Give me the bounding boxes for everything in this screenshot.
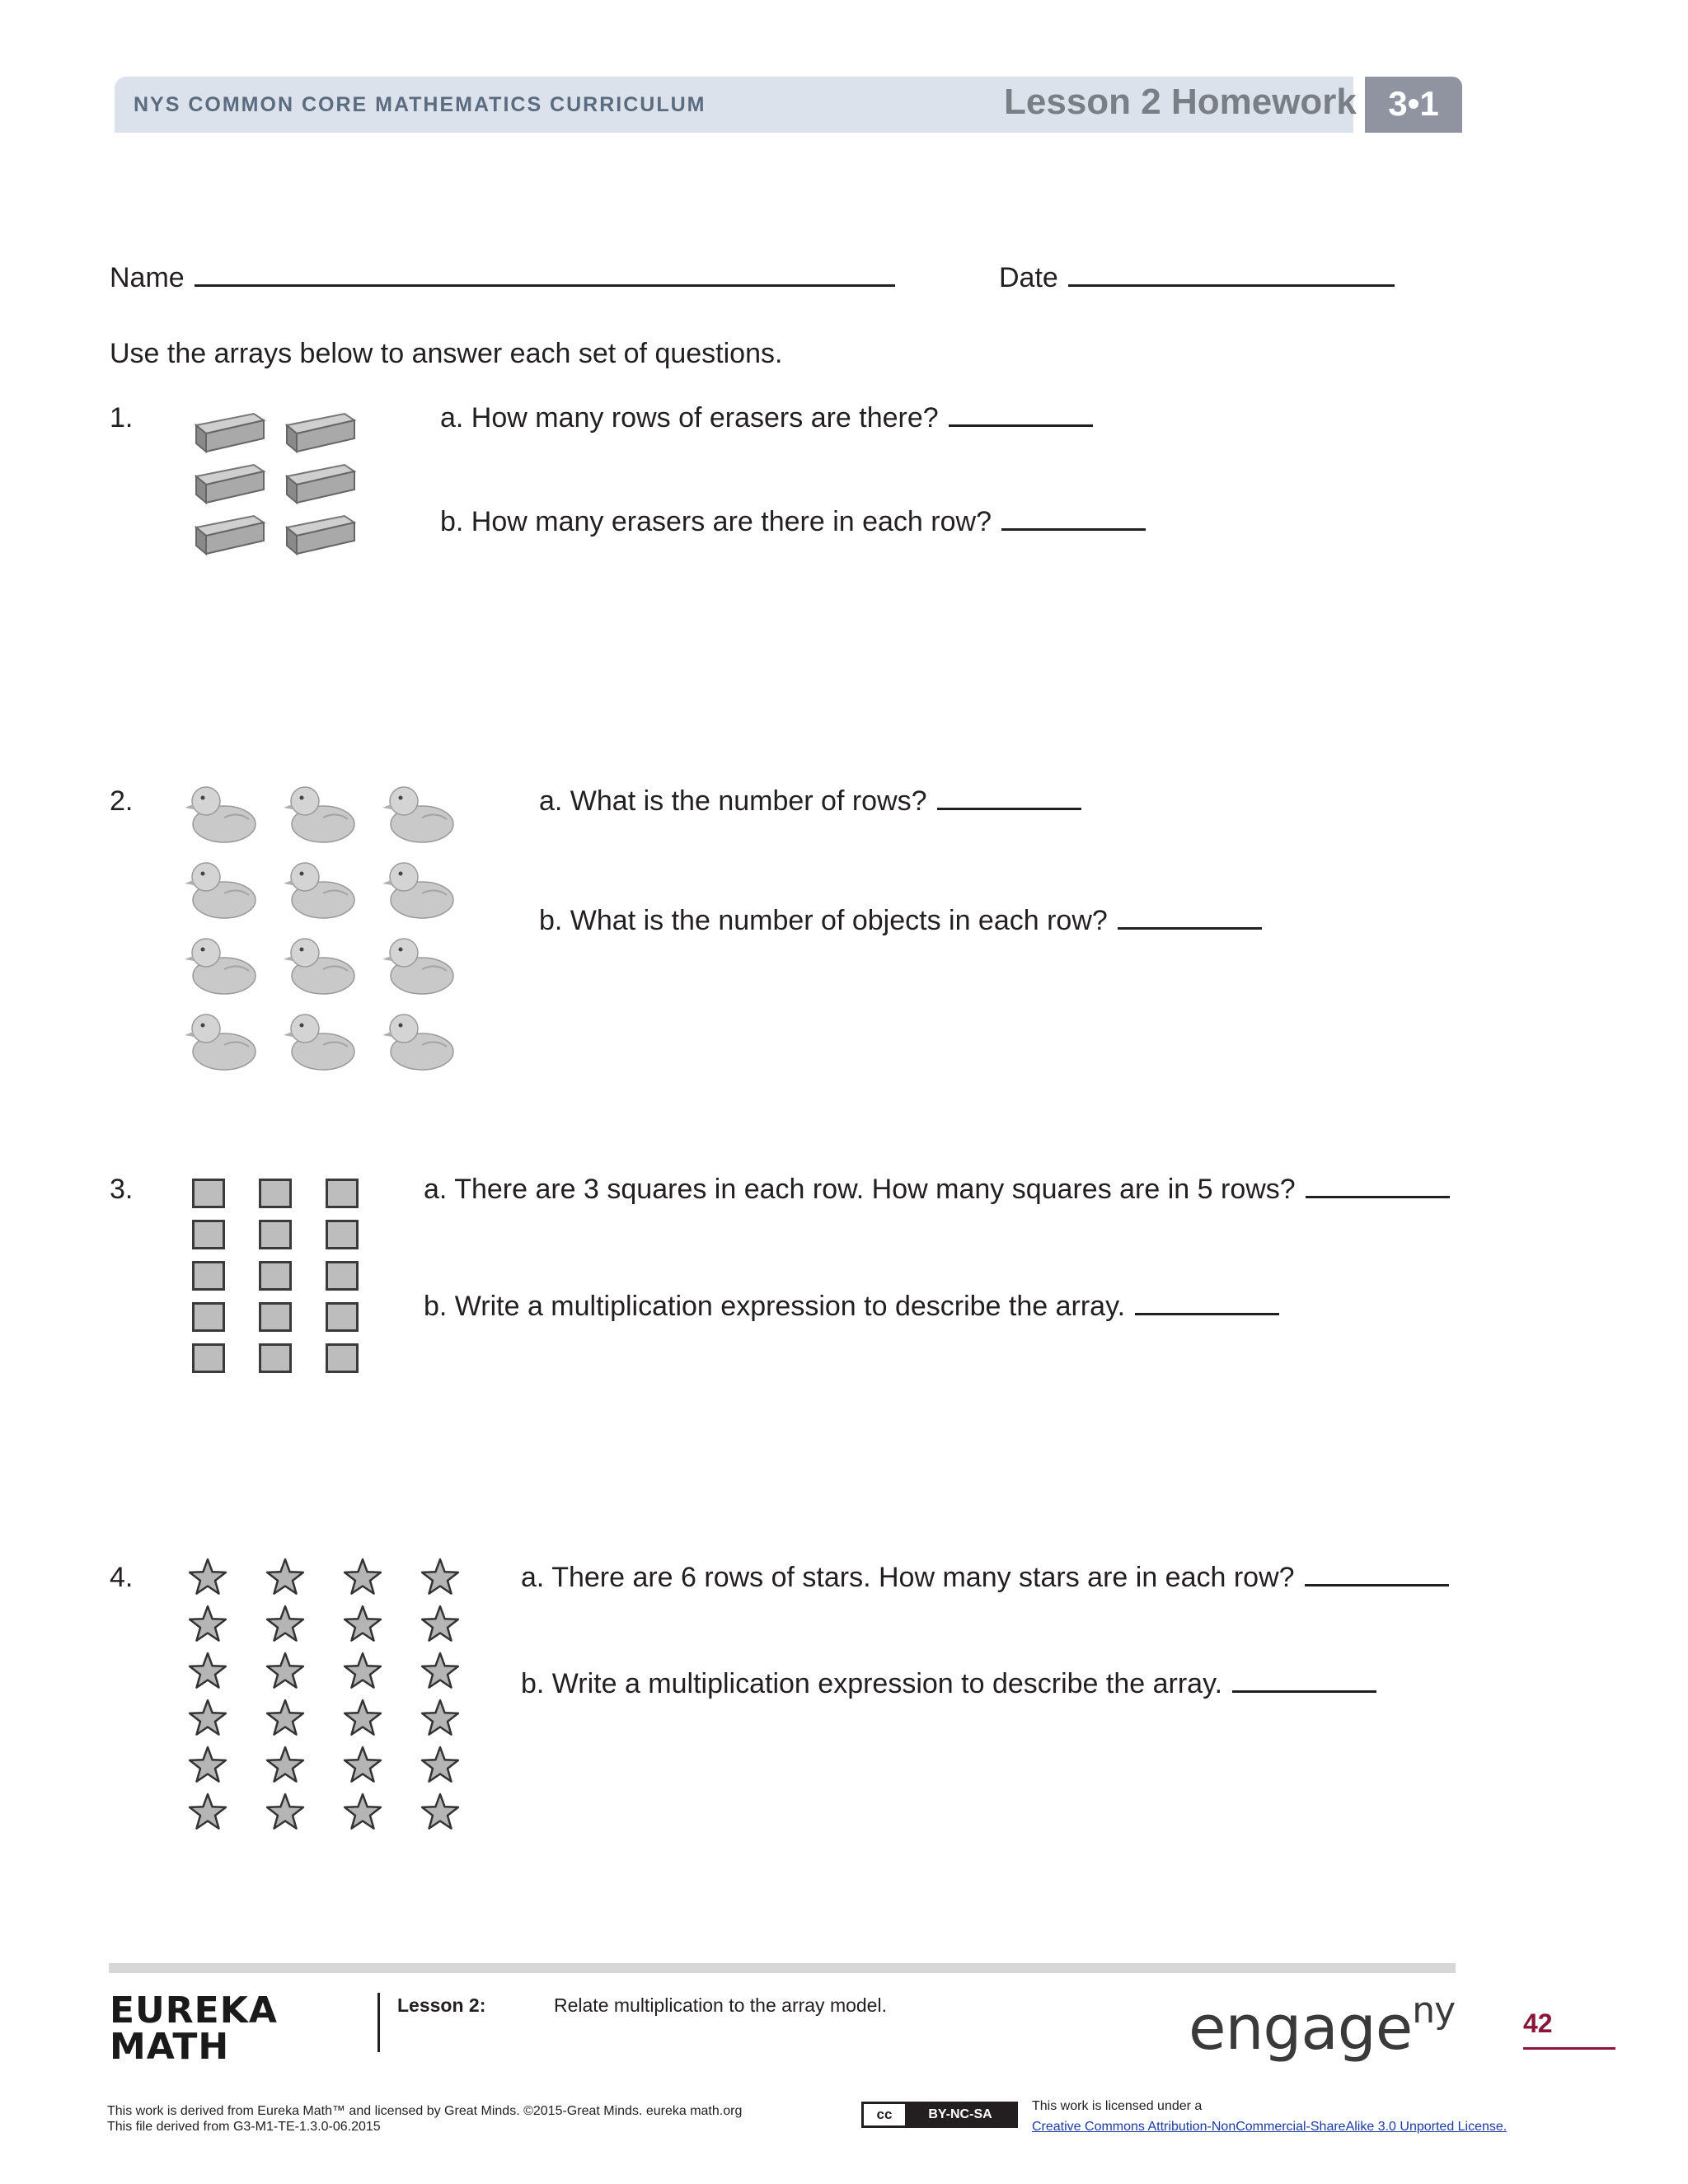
engageny-logo: engage$^{ny}$ xyxy=(1189,1990,1456,2064)
star-icon xyxy=(265,1652,305,1691)
square-icon xyxy=(192,1220,225,1249)
star-icon xyxy=(188,1558,227,1597)
square-icon xyxy=(192,1179,225,1208)
square-icon xyxy=(192,1302,225,1332)
star-icon xyxy=(188,1699,227,1738)
question-1a: a. How many rows of erasers are there? xyxy=(440,402,1093,434)
question-2b: b. What is the number of objects in each row? xyxy=(539,905,1262,937)
license-link[interactable]: Creative Commons Attribution-NonCommercial-ShareAlike 3.0 Unported License. xyxy=(1032,2120,1507,2134)
duck-icon xyxy=(183,855,259,921)
star-icon xyxy=(343,1793,382,1832)
star-icon xyxy=(343,1558,382,1597)
square-icon xyxy=(259,1302,292,1332)
problem-number: 4. xyxy=(110,1562,134,1593)
square-array xyxy=(192,1179,365,1380)
star-icon xyxy=(343,1605,382,1644)
star-icon xyxy=(420,1746,460,1785)
star-icon xyxy=(188,1605,227,1644)
duck-icon xyxy=(183,780,259,846)
square-icon xyxy=(326,1179,359,1208)
square-icon xyxy=(192,1261,225,1291)
date-field[interactable] xyxy=(1068,283,1395,287)
star-array xyxy=(188,1558,468,1842)
credit-line: This work is derived from Eureka Math™ and licensed by Great Minds. ©2015-Great Minds. eureka math.org xyxy=(107,2104,743,2118)
eraser-icon xyxy=(279,409,358,455)
star-icon xyxy=(343,1746,382,1785)
date-label: Date xyxy=(999,262,1058,293)
module-badge: 3•1 xyxy=(1365,77,1462,133)
duck-icon xyxy=(282,780,358,846)
page-number: 42 xyxy=(1523,2008,1553,2038)
duck-icon xyxy=(282,855,358,921)
duck-icon xyxy=(183,1007,259,1073)
answer-3b[interactable] xyxy=(1135,1311,1279,1315)
problem-number: 1. xyxy=(110,402,134,434)
eureka-math-logo: EUREKA MATH xyxy=(110,1990,278,2068)
eraser-icon xyxy=(188,460,267,506)
star-icon xyxy=(343,1699,382,1738)
question-3b: b. Write a multiplication expression to describe the array. xyxy=(424,1291,1279,1323)
square-icon xyxy=(259,1179,292,1208)
eraser-icon xyxy=(279,460,358,506)
duck-icon xyxy=(381,855,457,921)
question-4b: b. Write a multiplication expression to describe the array. xyxy=(521,1668,1376,1700)
square-icon xyxy=(192,1343,225,1373)
duck-icon xyxy=(381,931,457,997)
star-icon xyxy=(265,1746,305,1785)
star-icon xyxy=(188,1652,227,1691)
eraser-array xyxy=(188,409,361,565)
square-icon xyxy=(326,1343,359,1373)
license-text: This work is licensed under a xyxy=(1032,2099,1203,2113)
duck-icon xyxy=(282,931,358,997)
duck-icon xyxy=(183,931,259,997)
star-icon xyxy=(265,1793,305,1832)
source-line: This file derived from G3-M1-TE-1.3.0-06.2015 xyxy=(107,2120,381,2134)
answer-2a[interactable] xyxy=(937,806,1081,810)
page-number-underline xyxy=(1523,2047,1615,2050)
square-icon xyxy=(259,1343,292,1373)
lesson-title: Lesson 2 Homework xyxy=(1004,82,1357,122)
duck-array xyxy=(183,780,463,1076)
question-3a: a. There are 3 squares in each row. How many squares are in 5 rows? xyxy=(424,1174,1450,1206)
star-icon xyxy=(265,1699,305,1738)
footer-bar xyxy=(109,1963,1456,1973)
footer-lesson-label: Lesson 2: xyxy=(397,1994,486,2016)
date-row xyxy=(999,262,1395,294)
footer-lesson-description: Relate multiplication to the array model. xyxy=(554,1994,887,2016)
star-icon xyxy=(265,1558,305,1597)
star-icon xyxy=(420,1699,460,1738)
answer-1b[interactable] xyxy=(1001,527,1146,531)
square-icon xyxy=(259,1220,292,1249)
star-icon xyxy=(188,1746,227,1785)
star-icon xyxy=(343,1652,382,1691)
question-2a: a. What is the number of rows? xyxy=(539,785,1081,818)
answer-2b[interactable] xyxy=(1118,926,1262,930)
star-icon xyxy=(188,1793,227,1832)
footer-divider xyxy=(377,1993,380,2052)
eraser-icon xyxy=(188,409,267,455)
star-icon xyxy=(265,1605,305,1644)
answer-4a[interactable] xyxy=(1305,1582,1449,1586)
problem-number: 2. xyxy=(110,785,134,817)
star-icon xyxy=(420,1793,460,1832)
answer-1a[interactable] xyxy=(949,423,1093,427)
name-row xyxy=(110,262,895,294)
duck-icon xyxy=(381,1007,457,1073)
cc-license-badge: cc BY-NC-SA xyxy=(861,2102,1018,2128)
star-icon xyxy=(420,1558,460,1597)
answer-3a[interactable] xyxy=(1306,1194,1450,1198)
eraser-icon xyxy=(279,511,358,557)
duck-icon xyxy=(282,1007,358,1073)
problem-number: 3. xyxy=(110,1174,134,1205)
eraser-icon xyxy=(188,511,267,557)
name-field[interactable] xyxy=(195,283,895,287)
star-icon xyxy=(420,1652,460,1691)
question-4a: a. There are 6 rows of stars. How many stars are in each row? xyxy=(521,1562,1449,1594)
star-icon xyxy=(420,1605,460,1644)
answer-4b[interactable] xyxy=(1232,1689,1376,1693)
name-label: Name xyxy=(110,262,185,293)
square-icon xyxy=(326,1302,359,1332)
duck-icon xyxy=(381,780,457,846)
square-icon xyxy=(259,1261,292,1291)
square-icon xyxy=(326,1220,359,1249)
curriculum-title: NYS COMMON CORE MATHEMATICS CURRICULUM xyxy=(134,93,706,116)
instructions: Use the arrays below to answer each set of questions. xyxy=(110,338,783,369)
question-1b: b. How many erasers are there in each row? xyxy=(440,506,1146,538)
square-icon xyxy=(326,1261,359,1291)
